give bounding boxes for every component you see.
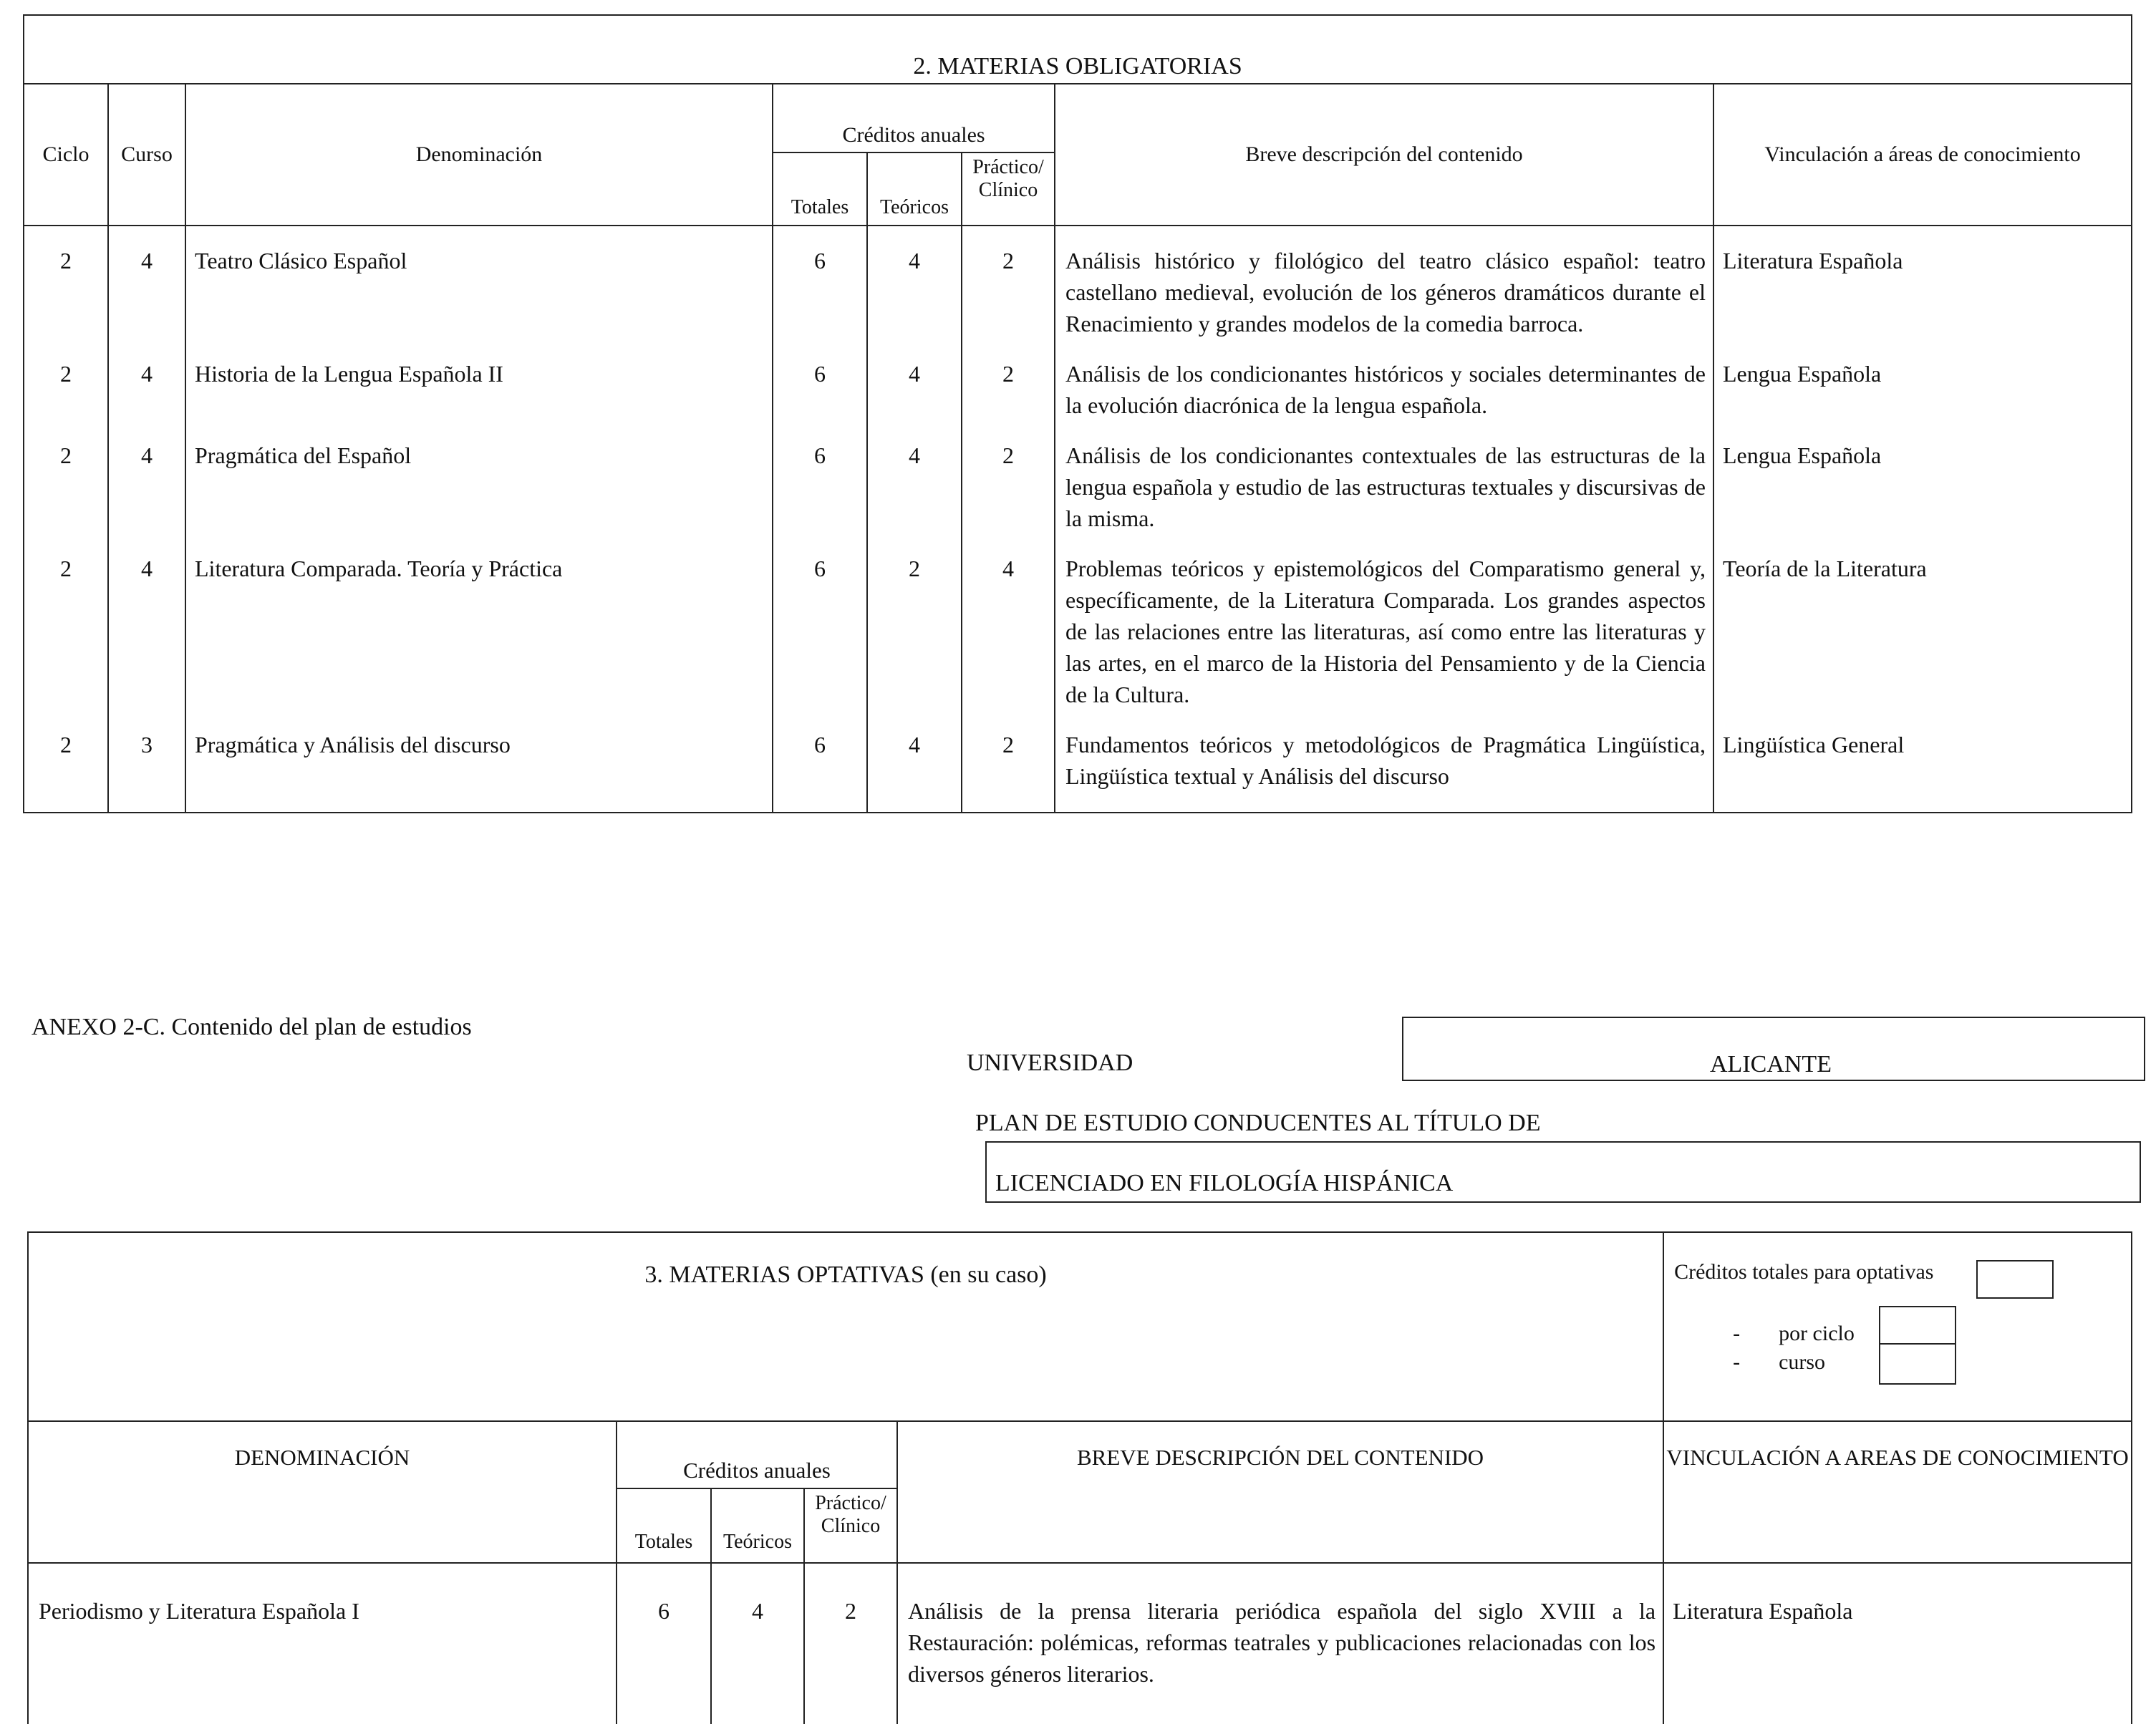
table-row (24, 339, 2132, 421)
cell-denominacion: Pragmática y Análisis del discurso (185, 710, 773, 813)
cell-ciclo: 2 (24, 226, 108, 339)
cell-vinculacion: Lingüística General (1713, 710, 2132, 813)
obligatorias-title: 2. MATERIAS OBLIGATORIAS (24, 15, 2132, 84)
por-ciclo-dash: - (1733, 1322, 1741, 1345)
cell-totales: 6 (773, 710, 867, 813)
cell-vinculacion: Teoría de la Literatura (1713, 534, 2132, 710)
cell-descripcion: Problemas teóricos y epistemológicos del Comparatismo general y, específicamente, de la Literatura Comparada. Los grandes aspectos de las relaciones entre las literaturas, así como entre las literaturas y las artes, en el marco de la Historia del Pensamiento y de la Ciencia de la Cultura. (1055, 534, 1713, 710)
cell-practico: 2 (962, 226, 1055, 339)
cell-denominacion: Historia de la Lengua Española II (185, 339, 773, 421)
header-descripcion: BREVE DESCRIPCIÓN DEL CONTENIDO (897, 1421, 1663, 1563)
cell-teoricos: 4 (867, 339, 962, 421)
header-denominacion: DENOMINACIÓN (28, 1421, 617, 1563)
cell-teoricos: 4 (867, 421, 962, 534)
table-row (24, 226, 2132, 339)
universidad-label: UNIVERSIDAD (967, 1050, 1133, 1076)
optativas-title: 3. MATERIAS OPTATIVAS (en su caso) (28, 1232, 1663, 1421)
por-ciclo-box (1879, 1306, 1956, 1347)
header-ciclo: Ciclo (24, 84, 108, 226)
cell-totales: 6 (773, 534, 867, 710)
cell-vinculacion: Lengua Española (1713, 421, 2132, 534)
cell-ciclo: 2 (24, 534, 108, 710)
header-descripcion: Breve descripción del contenido (1055, 84, 1713, 226)
cell-curso: 4 (108, 421, 185, 534)
cell-ciclo: 2 (24, 421, 108, 534)
cell-curso: 4 (108, 226, 185, 339)
cell-descripcion: Fundamentos teóricos y metodológicos de Pragmática Lingüística, Lingüística textual y Análisis del discurso (1055, 710, 1713, 813)
cell-practico: 2 (804, 1563, 897, 1724)
cell-practico: 2 (962, 710, 1055, 813)
plan-label: PLAN DE ESTUDIO CONDUCENTES AL TÍTULO DE (975, 1110, 1541, 1136)
cell-descripcion: Análisis de la prensa literaria periódica española del siglo XVIII a la Restauración: polémicas, reformas teatrales y publicaciones relacionadas con los diversos géneros literarios. (897, 1563, 1663, 1724)
cell-denominacion: Literatura Comparada. Teoría y Práctica (185, 534, 773, 710)
universidad-value: ALICANTE (1710, 1051, 1832, 1078)
cell-curso: 3 (108, 710, 185, 813)
cell-ciclo: 2 (24, 710, 108, 813)
creditos-totales-box (1976, 1260, 2054, 1299)
header-teoricos: Teóricos (867, 152, 962, 226)
cell-descripcion: Análisis histórico y filológico del teatro clásico español: teatro castellano medieval, evolución de los géneros dramáticos durante el Renacimiento y grandes modelos de la comedia barroca. (1055, 226, 1713, 339)
cell-practico: 2 (962, 421, 1055, 534)
cell-totales: 6 (617, 1563, 711, 1724)
cell-totales: 6 (773, 421, 867, 534)
header-totales: Totales (773, 152, 867, 226)
cell-denominacion: Periodismo y Literatura Española I (28, 1563, 617, 1724)
titulo-box (985, 1141, 2141, 1203)
por-ciclo-label: por ciclo (1779, 1322, 1855, 1345)
cell-vinculacion: Literatura Española (1663, 1563, 2132, 1724)
cell-denominacion: Teatro Clásico Español (185, 226, 773, 339)
cell-teoricos: 4 (867, 226, 962, 339)
cell-teoricos: 4 (867, 710, 962, 813)
cell-vinculacion: Literatura Española (1713, 226, 2132, 339)
curso-dash: - (1733, 1350, 1741, 1374)
header-denominacion: Denominación (185, 84, 773, 226)
table-row (24, 421, 2132, 534)
cell-totales: 6 (773, 339, 867, 421)
header-curso: Curso (108, 84, 185, 226)
header-creditos-anuales: Créditos anuales (773, 84, 1055, 152)
header-vinculacion: VINCULACIÓN A AREAS DE CONOCIMIENTO (1663, 1421, 2132, 1563)
cell-vinculacion: Lengua Española (1713, 339, 2132, 421)
cell-practico: 2 (962, 339, 1055, 421)
cell-ciclo: 2 (24, 339, 108, 421)
table-row (24, 710, 2132, 813)
anexo-label: ANEXO 2-C. Contenido del plan de estudios (32, 1014, 472, 1040)
optativas-table (27, 1231, 2132, 1724)
cell-curso: 4 (108, 339, 185, 421)
cell-teoricos: 4 (711, 1563, 804, 1724)
curso-box (1879, 1343, 1956, 1385)
curso-label: curso (1779, 1350, 1826, 1374)
cell-descripcion: Análisis de los condicionantes contextuales de las estructuras de la lengua española y estudio de las estructuras textuales y discursivas de la misma. (1055, 421, 1713, 534)
titulo-value: LICENCIADO EN FILOLOGÍA HISPÁNICA (995, 1170, 1454, 1196)
header-creditos-anuales: Créditos anuales (617, 1421, 897, 1488)
cell-practico: 4 (962, 534, 1055, 710)
cell-descripcion: Análisis de los condicionantes históricos y sociales determinantes de la evolución diacrónica de la lengua española. (1055, 339, 1713, 421)
cell-totales: 6 (773, 226, 867, 339)
creditos-totales-panel (1663, 1232, 2132, 1421)
table-row (28, 1563, 2132, 1724)
header-vinculacion: Vinculación a áreas de conocimiento (1713, 84, 2132, 226)
obligatorias-table (23, 14, 2132, 813)
header-teoricos: Teóricos (711, 1488, 804, 1563)
universidad-box (1402, 1017, 2145, 1081)
cell-denominacion: Pragmática del Español (185, 421, 773, 534)
cell-teoricos: 2 (867, 534, 962, 710)
creditos-totales-label: Créditos totales para optativas (1674, 1260, 1934, 1284)
header-totales: Totales (617, 1488, 711, 1563)
header-practico: Práctico/ Clínico (962, 152, 1055, 226)
cell-curso: 4 (108, 534, 185, 710)
table-row (24, 534, 2132, 710)
header-practico: Práctico/ Clínico (804, 1488, 897, 1563)
